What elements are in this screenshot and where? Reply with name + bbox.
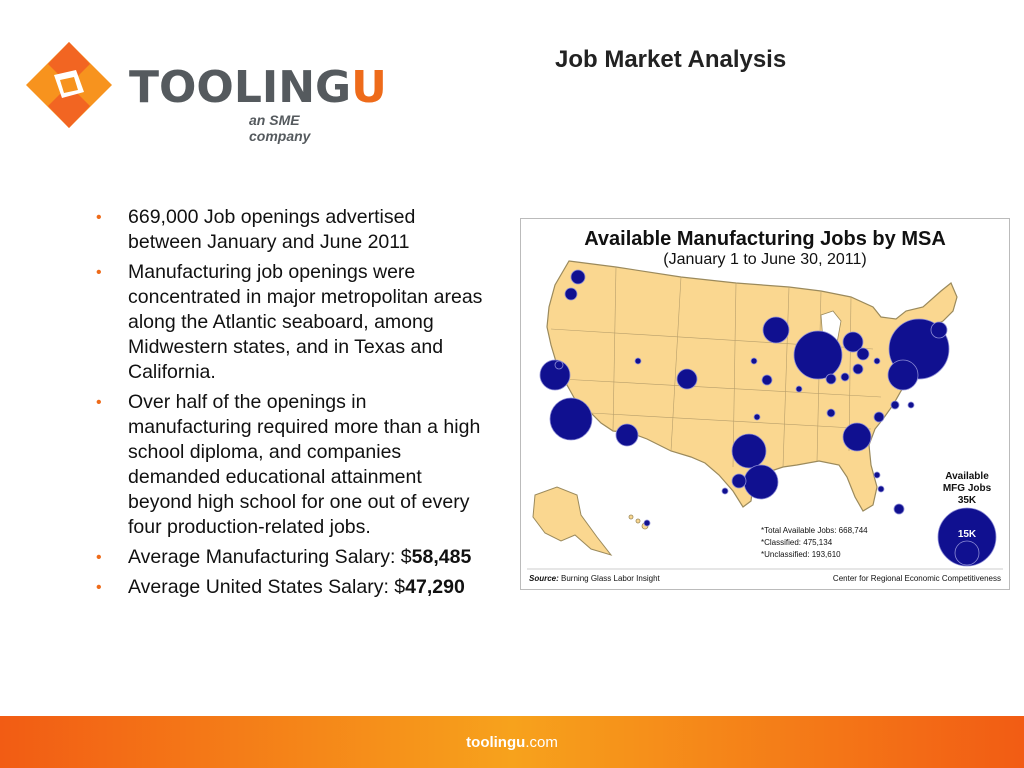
alaska-shape <box>533 487 611 555</box>
bullet-dot-icon: • <box>96 264 102 281</box>
legend-title: MFG Jobs <box>942 483 992 494</box>
bubble-marker <box>931 322 947 338</box>
legend-title: Available <box>945 471 989 482</box>
map-subtitle: (January 1 to June 30, 2011) <box>663 251 867 268</box>
bubble-marker <box>763 317 789 343</box>
bubble-marker <box>635 358 641 364</box>
bubble-marker <box>888 360 918 390</box>
map-title: Available Manufacturing Jobs by MSA <box>584 228 946 250</box>
bullet-item: • Over half of the openings in manufacturing required more than a high school diploma, and companies demanded educational attainment beyond high school for one out of every four production-related jobs. <box>96 391 481 538</box>
bubble-marker <box>616 424 638 446</box>
bubble-marker <box>894 504 904 514</box>
bubble-marker <box>827 409 835 417</box>
bubble-marker <box>555 361 563 369</box>
bubble-marker <box>644 520 650 526</box>
bubble-marker <box>908 402 914 408</box>
toolingu-logo <box>24 40 387 144</box>
bubble-marker <box>732 434 766 468</box>
logo-mark-icon <box>24 40 114 130</box>
salary-value: 47,290 <box>405 576 465 598</box>
map-credit: Center for Regional Economic Competitiveness <box>832 574 1001 583</box>
bullet-dot-icon: • <box>96 579 102 596</box>
bubble-marker <box>794 331 842 379</box>
map-svg <box>521 219 1009 589</box>
bubble-marker <box>857 348 869 360</box>
bullet-item: • Manufacturing job openings were concentrated in major metropolitan areas along the Atlantic seaboard, among Midwestern states, and in Texas and California. <box>96 261 483 383</box>
map-note: *Classified: 475,134 <box>761 538 833 547</box>
bubble-marker <box>762 375 772 385</box>
bubble-marker <box>891 401 899 409</box>
legend-large-label: 35K <box>957 495 977 506</box>
bullet-dot-icon: • <box>96 549 102 566</box>
manufacturing-jobs-map <box>520 218 1010 590</box>
bubble-marker <box>853 364 863 374</box>
source-label: Source: <box>529 574 559 583</box>
bubble-marker <box>744 465 778 499</box>
bubble-marker <box>550 398 592 440</box>
bubble-marker <box>843 423 871 451</box>
bullet-dot-icon: • <box>96 209 102 226</box>
salary-value: 58,485 <box>411 546 472 568</box>
bubble-marker <box>751 358 757 364</box>
map-note: *Total Available Jobs: 668,744 <box>761 526 868 535</box>
bubble-marker <box>722 488 728 494</box>
bubble-marker <box>841 373 849 381</box>
bullet-list <box>96 205 488 605</box>
bullet-item: • 669,000 Job openings advertised between January and June 2011 <box>96 206 416 253</box>
logo-wordmark: TOOLINGU <box>129 62 387 113</box>
map-source <box>529 574 661 583</box>
bubble-marker <box>754 414 760 420</box>
bullet-item: • Average United States Salary: $47,290 <box>96 576 465 598</box>
footer-website[interactable]: toolingu.com <box>466 734 558 751</box>
bubble-marker <box>874 412 884 422</box>
bubble-marker <box>565 288 577 300</box>
legend-small-label: 15K <box>957 529 977 540</box>
bullet-item: • Average Manufacturing Salary: $58,485 <box>96 546 472 568</box>
logo-tagline: an SME company <box>249 112 311 144</box>
source-text: Burning Glass Labor Insight <box>558 574 660 583</box>
bubble-legend <box>938 471 996 566</box>
page-title: Job Market Analysis <box>555 46 787 73</box>
bubble-marker <box>874 472 880 478</box>
bubble-marker <box>874 358 880 364</box>
bullet-dot-icon: • <box>96 394 102 411</box>
map-note: *Unclassified: 193,610 <box>761 550 841 559</box>
bubble-marker <box>571 270 585 284</box>
bubble-marker <box>878 486 884 492</box>
footer-bar <box>0 716 1024 768</box>
bubble-marker <box>732 474 746 488</box>
bubble-marker <box>826 374 836 384</box>
bubble-marker <box>796 386 802 392</box>
bubble-marker <box>677 369 697 389</box>
